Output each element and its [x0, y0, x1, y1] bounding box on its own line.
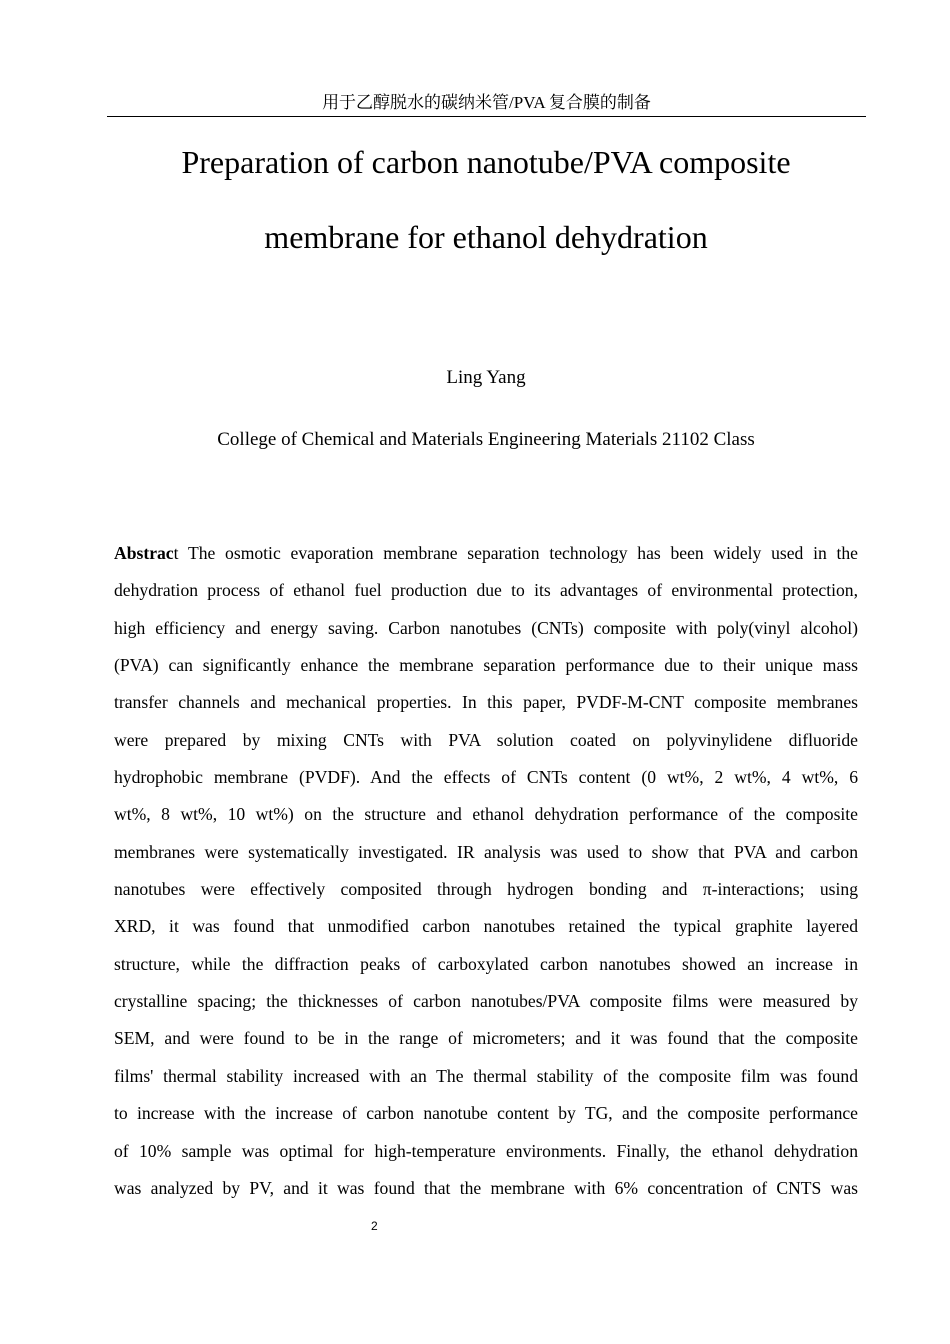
- abstract-line: nanotubes were effectively composited through hydrogen bonding and π-interactions; using: [114, 879, 858, 900]
- abstract-line: was analyzed by PV, and it was found that the membrane with 6% concentration of CNTS was: [114, 1177, 858, 1198]
- abstract-line: of 10% sample was optimal for high-temperature environments. Finally, the ethanol dehydration: [114, 1140, 858, 1161]
- abstract: [114, 541, 858, 1213]
- paper-title-line-1: Preparation of carbon nanotube/PVA composite: [181, 144, 791, 180]
- abstract-line: films' thermal stability increased with an The thermal stability of the composite film was found: [114, 1065, 858, 1086]
- abstract-line: (PVA) can significantly enhance the membrane separation performance due to their unique mass: [114, 655, 858, 676]
- abstract-line: membranes were systematically investigated. IR analysis was used to show that PVA and carbon: [114, 841, 858, 862]
- abstract-line: XRD, it was found that unmodified carbon nanotubes retained the typical graphite layered: [114, 916, 858, 937]
- abstract-line: to increase with the increase of carbon nanotube content by TG, and the composite performance: [114, 1103, 858, 1124]
- abstract-line: crystalline spacing; the thicknesses of carbon nanotubes/PVA composite films were measured by: [114, 991, 858, 1012]
- abstract-line: [114, 541, 858, 578]
- abstract-line: transfer channels and mechanical properties. In this paper, PVDF-M-CNT composite membranes: [114, 692, 858, 713]
- abstract-line: wt%, 8 wt%, 10 wt%) on the structure and ethanol dehydration performance of the composite: [114, 804, 858, 825]
- author-affiliation: College of Chemical and Materials Engineering Materials 21102 Class: [217, 429, 755, 450]
- paper-title-line-2: membrane for ethanol dehydration: [264, 219, 708, 255]
- author-name: Ling Yang: [446, 367, 526, 388]
- header-rule: [107, 116, 866, 117]
- page-number: 2: [371, 1219, 378, 1233]
- abstract-line: high efficiency and energy saving. Carbon nanotubes (CNTs) composite with poly(vinyl alcohol): [114, 617, 858, 638]
- abstract-line: structure, while the diffraction peaks of carboxylated carbon nanotubes showed an increase in: [114, 953, 858, 974]
- abstract-text: The osmotic evaporation membrane separation technology has been widely used in the: [178, 543, 858, 563]
- abstract-line: were prepared by mixing CNTs with PVA solution coated on polyvinylidene difluoride: [114, 729, 858, 750]
- abstract-label-bold: Abstrac: [114, 543, 174, 563]
- abstract-label-rest: t: [173, 543, 179, 563]
- running-header: 用于乙醇脱水的碳纳米管/PVA 复合膜的制备: [322, 93, 651, 112]
- abstract-line: SEM, and were found to be in the range of micrometers; and it was found that the composite: [114, 1028, 858, 1049]
- abstract-line: dehydration process of ethanol fuel production due to its advantages of environmental protection,: [114, 580, 858, 601]
- abstract-line: hydrophobic membrane (PVDF). And the effects of CNTs content (0 wt%, 2 wt%, 4 wt%, 6: [114, 767, 858, 788]
